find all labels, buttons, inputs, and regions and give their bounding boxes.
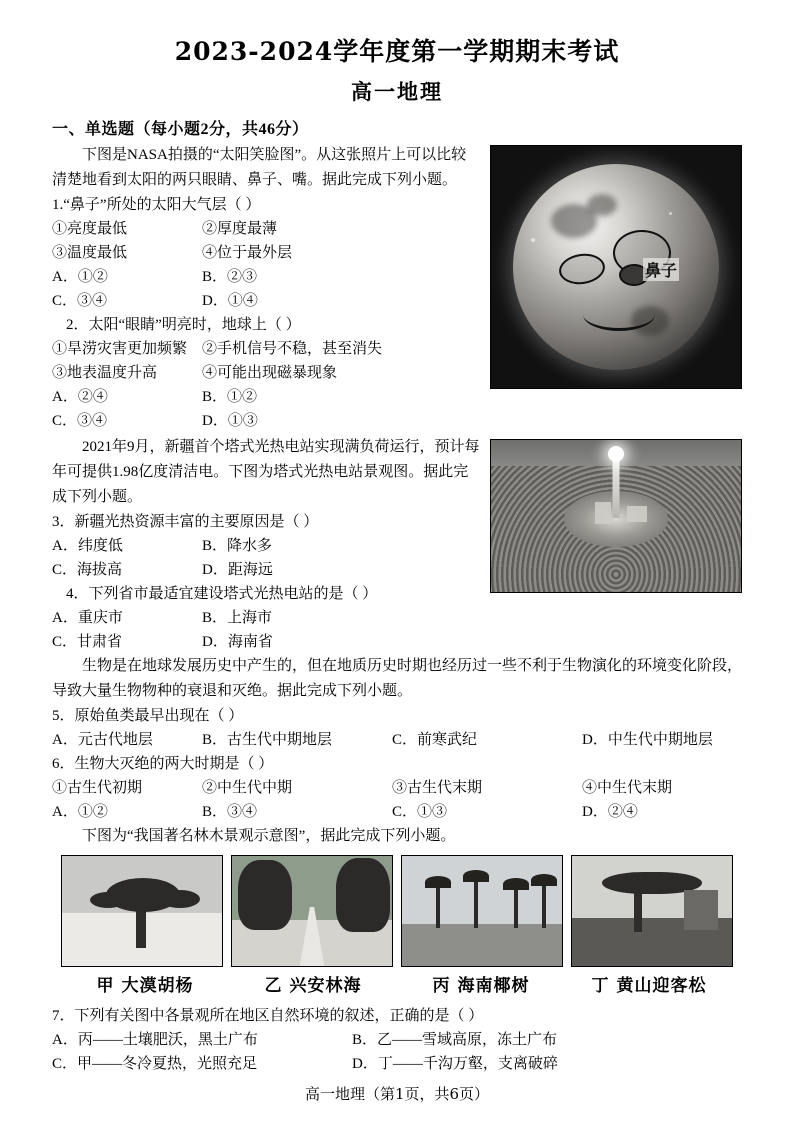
palm-trunk [514,886,518,928]
q1-option-a: A．①② [52,269,108,285]
tower-building [595,502,611,524]
tower-receiver-glow [608,446,624,462]
q2-option-a: A．②④ [52,389,108,405]
q7-option-a: A．丙——土壤肥沃，黑土广布 [52,1032,258,1048]
photo-caption-row [52,971,742,996]
q6-option-b: B．③④ [202,804,258,820]
q2-item-4: ④可能出现磁暴现象 [202,365,338,381]
q1-option-b: B．②③ [202,269,258,285]
question-5-stem: 5．原始鱼类最早出现在（ ） [52,708,244,724]
q2-item-1: ①旱涝灾害更加频繁 [52,341,188,357]
caption-yi: 乙 兴安林海 [264,976,362,996]
question-7-stem: 7．下列有关图中各景观所在地区自然环境的叙述，正确的是（ ） [52,1008,484,1024]
q7-option-c: C．甲——冬冷夏热，光照充足 [52,1056,258,1072]
question-2-items [52,337,480,361]
material-1-text: 下图是NASA拍摄的“太阳笑脸图”。从这张照片上可以比较清楚地看到太阳的两只眼睛、鼻子、嘴。据此完成下列小题。 [52,147,467,188]
palm-crown [463,870,489,882]
material-4-text: 下图为“我国著名林木景观示意图”，据此完成下列小题。 [82,828,456,844]
caption-jia: 甲 大漠胡杨 [96,976,194,996]
question-6-items [52,776,742,800]
q1-option-d: D．①④ [202,293,258,309]
question-7-options [52,1028,742,1052]
q6-option-d: D．②④ [582,804,638,820]
q3-option-a: A．纬度低 [52,538,123,554]
question-6-stem: 6．生物大灭绝的两大时期是（ ） [52,756,274,772]
q1-option-c: C．③④ [52,293,108,309]
q5-option-a: A．元古代地层 [52,732,153,748]
section-heading: 一、单选题（每小题2分，共46分） [52,121,309,138]
sun-disc [513,164,719,370]
palm-crown [425,876,451,888]
solar-tower-image [490,439,742,593]
q7-option-d: D．丁——千沟万壑，支离破碎 [352,1056,558,1072]
q5-option-d: D．中生代中期地层 [582,732,713,748]
peak [684,890,718,930]
q2-item-2: ②手机信号不稳，甚至消失 [202,341,383,357]
q1-item-2: ②厚度最薄 [202,221,278,237]
material-3-text: 生物是在地球发展历史中产生的，但在地质历史时期也经历过一些不利于生物演化的环境变化阶段，导致大量生物物种的衰退和灭绝。据此完成下列小题。 [52,658,743,699]
q1-item-3: ③温度最低 [52,245,128,261]
q2-item-3: ③地表温度升高 [52,365,158,381]
material-2-text: 2021年9月，新疆首个塔式光热电站实现满负荷运行，预计每年可提供1.98亿度清洁电。下图为塔式光热电站景观图。据此完成下列小题。 [52,439,480,505]
question-1-options [52,265,480,289]
question-3-stem: 3．新疆光热资源丰富的主要原因是（ ） [52,514,319,530]
question-4-stem: 4．下列省市最适宜建设塔式光热电站的是（ ） [66,586,378,602]
palm-trunk [542,882,546,928]
q4-option-c: C．甘肃省 [52,634,123,650]
page-subtitle: 高一地理 [351,79,443,104]
photo-huangshan-greeting-pine [571,855,733,967]
q7-option-b: B．乙——雪域高原，冻土广布 [352,1032,558,1048]
palm-crown [531,874,557,886]
q2-option-c: C．③④ [52,413,108,429]
q6-option-c: C．①③ [392,804,448,820]
sun-face-image [490,145,742,389]
page-footer: 高一地理（第1页，共6页） [304,1085,490,1103]
palm-trunk [436,884,440,928]
sun-blotch [587,194,617,216]
q3-option-d: D．距海远 [202,562,273,578]
tower-building [627,506,647,522]
photo-greater-khingan-forest [231,855,393,967]
question-2-options [52,385,480,409]
question-3-options [52,534,480,558]
q6-item-2: ②中生代中期 [202,780,293,796]
question-4-options [52,606,742,630]
q4-option-a: A．重庆市 [52,610,123,626]
caption-ding: 丁 黄山迎客松 [591,976,707,996]
palm-crown [503,878,529,890]
palm-trunk [474,878,478,928]
q6-item-4: ④中生代末期 [582,780,673,796]
block-material-2 [52,435,742,654]
sun-mouth [583,298,655,331]
q5-option-c: C．前寒武纪 [392,732,478,748]
forest-left [238,860,292,930]
q2-option-d: D．①③ [202,413,258,429]
page-title: 2023-2024学年度第一学期期末考试 [174,37,620,66]
question-1-stem: 1.“鼻子”所处的太阳大气层（ ） [52,197,261,213]
question-6-options [52,800,742,824]
q3-option-b: B．降水多 [202,538,273,554]
q5-option-b: B．古生代中期地层 [202,732,333,748]
q4-option-d: D．海南省 [202,634,273,650]
photo-desert-poplar [61,855,223,967]
question-1-items [52,217,480,241]
q1-item-1: ①亮度最低 [52,221,128,237]
q6-item-3: ③古生代末期 [392,780,483,796]
林木景观-photo-row [52,855,742,967]
tower-mast [613,456,620,518]
q1-item-4: ④位于最外层 [202,245,293,261]
q6-option-a: A．①② [52,804,108,820]
photo-hainan-coconut-trees [401,855,563,967]
canopy [160,890,200,908]
question-5-options [52,728,742,752]
road [299,907,325,967]
sun-speck [531,238,535,242]
nose-label: 鼻子 [643,258,679,281]
q3-option-c: C．海拔高 [52,562,123,578]
caption-bing: 丙 海南椰树 [432,976,530,996]
question-2-stem: 2．太阳“眼睛”明亮时，地球上（ ） [66,317,301,333]
q6-item-1: ①古生代初期 [52,780,143,796]
q2-option-b: B．①② [202,389,258,405]
canopy [90,892,126,908]
block-material-1 [52,143,742,433]
sun-speck [669,212,672,215]
forest-right [336,858,390,932]
q4-option-b: B．上海市 [202,610,273,626]
